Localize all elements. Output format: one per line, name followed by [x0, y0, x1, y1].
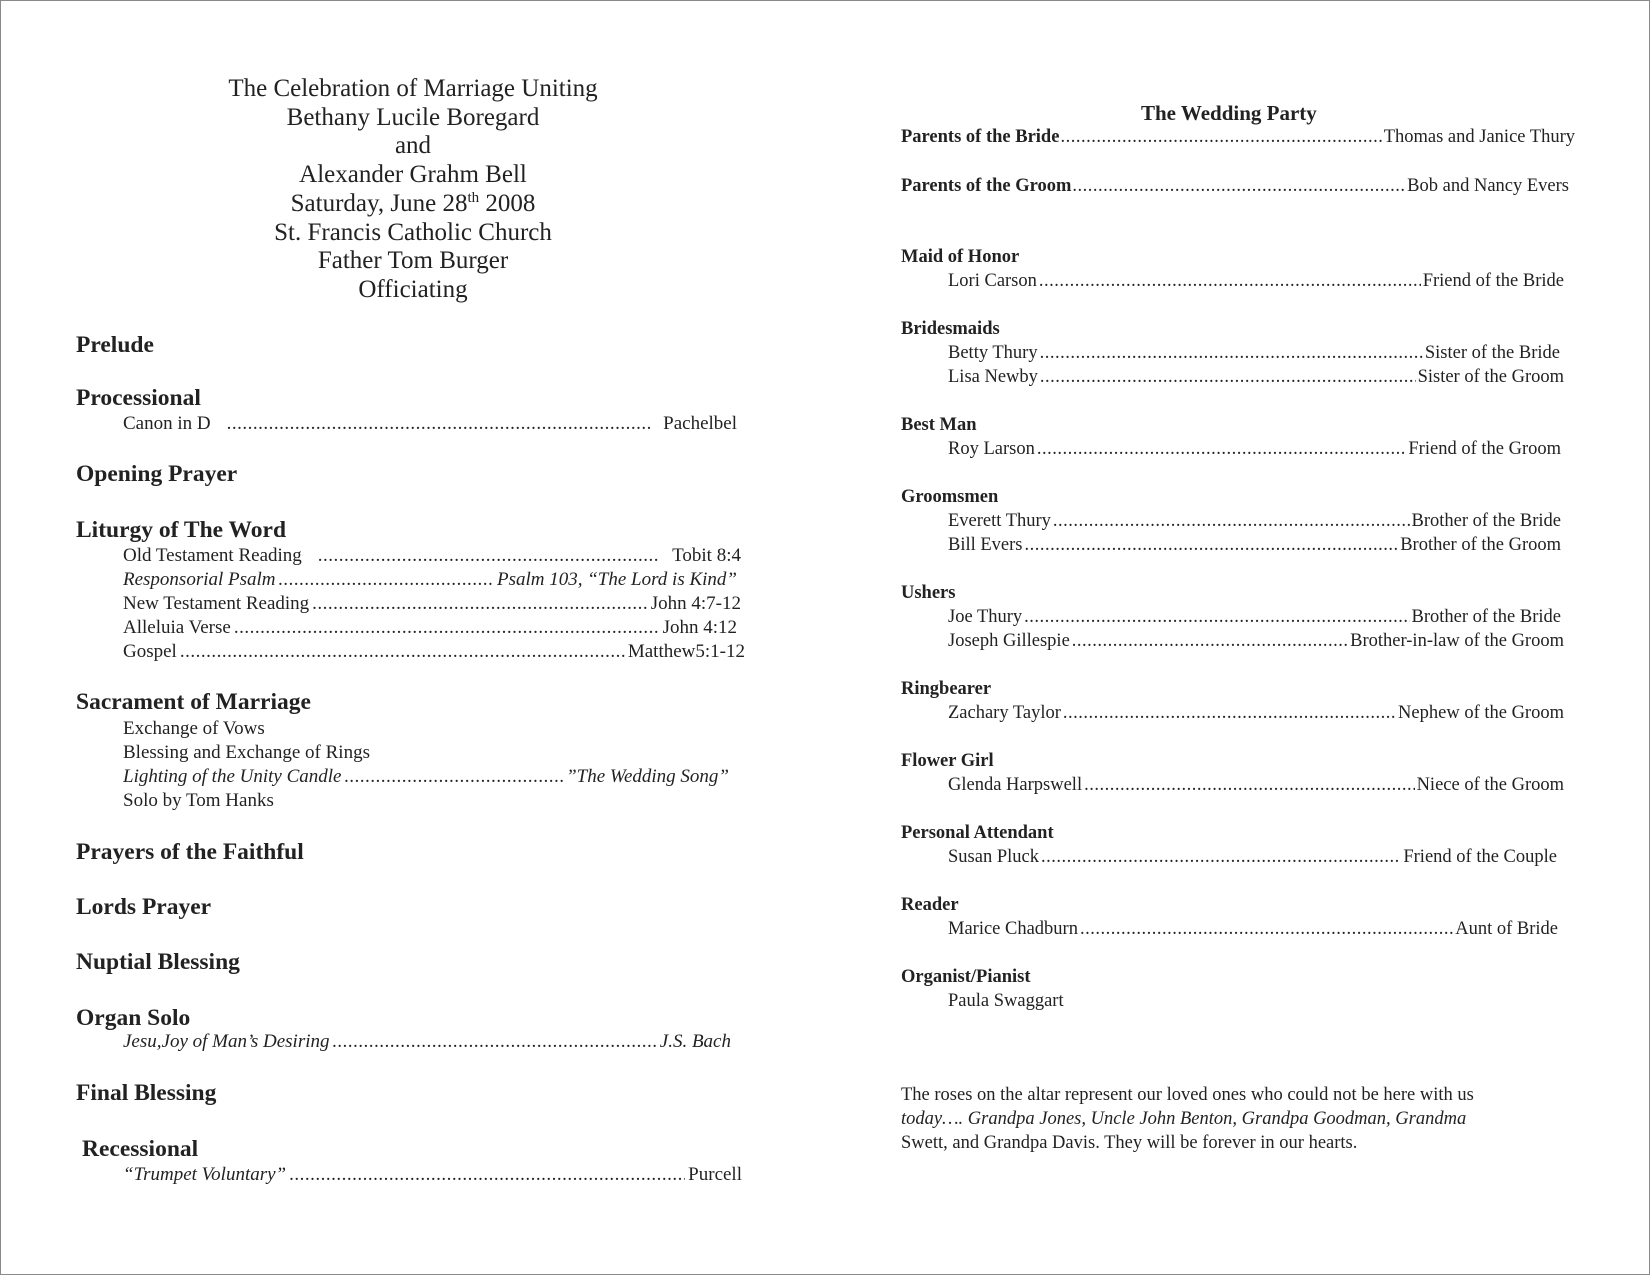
member-relation: Friend of the Couple: [1403, 847, 1557, 867]
member-name: Joe Thury: [948, 607, 1023, 627]
item-detail: J.S. Bach: [659, 1031, 731, 1052]
bridesmaids-label: Bridesmaids: [901, 319, 1000, 339]
party-member-row: [948, 606, 1561, 629]
party-member-row: [948, 774, 1564, 797]
dot-leader: [1024, 606, 1409, 629]
note-line-1: The roses on the altar represent our loved ones who could not be here with us: [901, 1085, 1474, 1105]
groom-name: Alexander Grahm Bell: [299, 161, 527, 189]
program-item-unity-candle: [123, 765, 729, 788]
program-item-alleluia: [123, 616, 737, 639]
item-detail: Psalm 103, “The Lord is Kind”: [496, 569, 737, 590]
party-member-row: [948, 846, 1557, 869]
section-final-blessing: Final Blessing: [76, 1080, 217, 1106]
dot-leader: [289, 1163, 685, 1186]
groomsmen-label: Groomsmen: [901, 487, 999, 507]
member-name: Bill Evers: [948, 535, 1023, 555]
program-item-canon: [123, 412, 737, 435]
section-recessional: Recessional: [82, 1136, 199, 1162]
section-liturgy: Liturgy of The Word: [76, 517, 287, 543]
section-opening-prayer: Opening Prayer: [76, 461, 238, 487]
date-suffix: 2008: [479, 189, 536, 217]
ushers-label: Ushers: [901, 583, 956, 603]
member-name: Marice Chadburn: [948, 919, 1078, 939]
item-title: Responsorial Psalm: [123, 569, 276, 590]
section-organ-solo: Organ Solo: [76, 1005, 191, 1031]
date-prefix: Saturday, June 28: [290, 189, 468, 217]
member-relation: Brother of the Bride: [1411, 607, 1561, 627]
party-member-row: [948, 510, 1561, 533]
wedding-party-title: The Wedding Party: [1141, 101, 1317, 125]
role-label: Parents of the Groom: [901, 176, 1072, 196]
item-title: “Trumpet Voluntary”: [123, 1164, 287, 1185]
dot-leader: [318, 544, 660, 567]
item-detail: Matthew5:1-12: [627, 641, 745, 662]
program-item-nt-reading: [123, 592, 741, 615]
item-detail: John 4:12: [662, 617, 737, 638]
date-sup: th: [467, 189, 480, 206]
dot-leader: [333, 1030, 657, 1053]
program-item-vows: Exchange of Vows: [123, 718, 265, 739]
organist-name: Paula Swaggart: [948, 991, 1064, 1011]
dot-leader: [1063, 702, 1396, 725]
dot-leader: [1072, 175, 1406, 198]
flower-girl-label: Flower Girl: [901, 751, 994, 771]
member-relation: Nephew of the Groom: [1398, 703, 1564, 723]
party-member-row: [948, 438, 1561, 461]
program-item-rings: Blessing and Exchange of Rings: [123, 742, 370, 763]
dot-leader: [1037, 438, 1407, 461]
member-relation: Sister of the Groom: [1417, 367, 1564, 387]
church-name: St. Francis Catholic Church: [274, 218, 552, 246]
bride-name: Bethany Lucile Boregard: [286, 103, 540, 131]
dot-leader: [312, 592, 648, 615]
section-prelude: Prelude: [76, 332, 154, 358]
note-line-2: today…. Grandpa Jones, Uncle John Benton, Grandpa Goodman, Grandma: [901, 1109, 1467, 1129]
member-relation: Sister of the Bride: [1424, 343, 1560, 363]
section-lords-prayer: Lords Prayer: [76, 894, 212, 920]
member-relation: Aunt of Bride: [1455, 919, 1558, 939]
item-title: New Testament Reading: [123, 593, 310, 614]
member-relation: Brother of the Bride: [1411, 511, 1561, 531]
ringbearer-label: Ringbearer: [901, 679, 992, 699]
dot-leader: [1084, 774, 1414, 797]
item-detail: Pachelbel: [663, 413, 737, 434]
program-item-gospel: [123, 640, 745, 663]
parents-of-groom-row: [901, 175, 1569, 198]
organist-label: Organist/Pianist: [901, 967, 1031, 987]
dot-leader: [1039, 270, 1421, 293]
section-prayers-faithful: Prayers of the Faithful: [76, 839, 304, 865]
dot-leader: [279, 568, 494, 591]
member-name: Joseph Gillespie: [948, 631, 1070, 651]
maid-of-honor-label: Maid of Honor: [901, 247, 1020, 267]
officiant-name: Father Tom Burger: [317, 247, 509, 275]
ceremony-date: [163, 190, 663, 219]
dot-leader: [1040, 342, 1423, 365]
dot-leader: [1040, 366, 1416, 389]
item-detail: ”The Wedding Song”: [566, 766, 729, 787]
memorial-note: [901, 1083, 1581, 1155]
dot-leader: [345, 765, 564, 788]
dot-leader: [1053, 510, 1410, 533]
item-detail: John 4:7-12: [650, 593, 741, 614]
item-title: Jesu,Joy of Man’s Desiring: [123, 1031, 330, 1052]
section-processional: Processional: [76, 385, 201, 411]
program-item-organ-piece: [123, 1030, 731, 1053]
member-relation: Brother-in-law of the Groom: [1350, 631, 1564, 651]
section-sacrament: Sacrament of Marriage: [76, 689, 311, 715]
dot-leader: [227, 412, 652, 435]
dot-leader: [180, 640, 625, 663]
personal-attendant-label: Personal Attendant: [901, 823, 1054, 843]
item-title: Lighting of the Unity Candle: [123, 766, 342, 787]
officiating-label: Officiating: [358, 275, 468, 303]
role-names: Thomas and Janice Thury: [1383, 127, 1575, 147]
role-label: Parents of the Bride: [901, 127, 1060, 147]
member-name: Glenda Harpswell: [948, 775, 1083, 795]
member-name: Lisa Newby: [948, 367, 1038, 387]
ceremony-header: [163, 75, 663, 305]
member-name: Lori Carson: [948, 271, 1037, 291]
member-relation: Niece of the Groom: [1416, 775, 1564, 795]
party-member-row: [948, 630, 1564, 653]
dot-leader: [1025, 534, 1399, 557]
dot-leader: [1072, 630, 1348, 653]
member-name: Betty Thury: [948, 343, 1038, 363]
parents-of-bride-row: [901, 126, 1575, 149]
program-item-psalm: [123, 568, 737, 591]
party-member-row: [948, 534, 1561, 557]
item-title: Alleluia Verse: [123, 617, 231, 638]
header-and: and: [394, 132, 432, 160]
party-member-row: [948, 918, 1558, 941]
reader-label: Reader: [901, 895, 959, 915]
item-title: Gospel: [123, 641, 177, 662]
program-item-trumpet: [123, 1163, 742, 1186]
note-line-3: Swett, and Grandpa Davis. They will be forever in our hearts.: [901, 1133, 1358, 1153]
party-member-row: [948, 366, 1564, 389]
member-relation: Brother of the Groom: [1400, 535, 1561, 555]
section-nuptial-blessing: Nuptial Blessing: [76, 949, 240, 975]
header-line-1: The Celebration of Marriage Uniting: [228, 75, 598, 102]
best-man-label: Best Man: [901, 415, 977, 435]
member-relation: Friend of the Groom: [1408, 439, 1561, 459]
item-title: Old Testament Reading: [123, 545, 302, 566]
program-item-solo: Solo by Tom Hanks: [123, 790, 274, 811]
party-member-row: [948, 342, 1560, 365]
member-relation: Friend of the Bride: [1422, 271, 1564, 291]
member-name: Roy Larson: [948, 439, 1035, 459]
party-member-row: [948, 702, 1564, 725]
item-detail: Purcell: [688, 1164, 742, 1185]
role-names: Bob and Nancy Evers: [1407, 176, 1569, 196]
item-detail: Tobit 8:4: [672, 545, 741, 566]
member-name: Zachary Taylor: [948, 703, 1061, 723]
program-item-ot-reading: [123, 544, 741, 567]
dot-leader: [234, 616, 660, 639]
dot-leader: [1060, 126, 1382, 149]
member-name: Susan Pluck: [948, 847, 1039, 867]
member-name: Everett Thury: [948, 511, 1051, 531]
dot-leader: [1080, 918, 1453, 941]
item-title: Canon in D: [123, 413, 211, 434]
party-member-row: [948, 270, 1564, 293]
dot-leader: [1041, 846, 1401, 869]
